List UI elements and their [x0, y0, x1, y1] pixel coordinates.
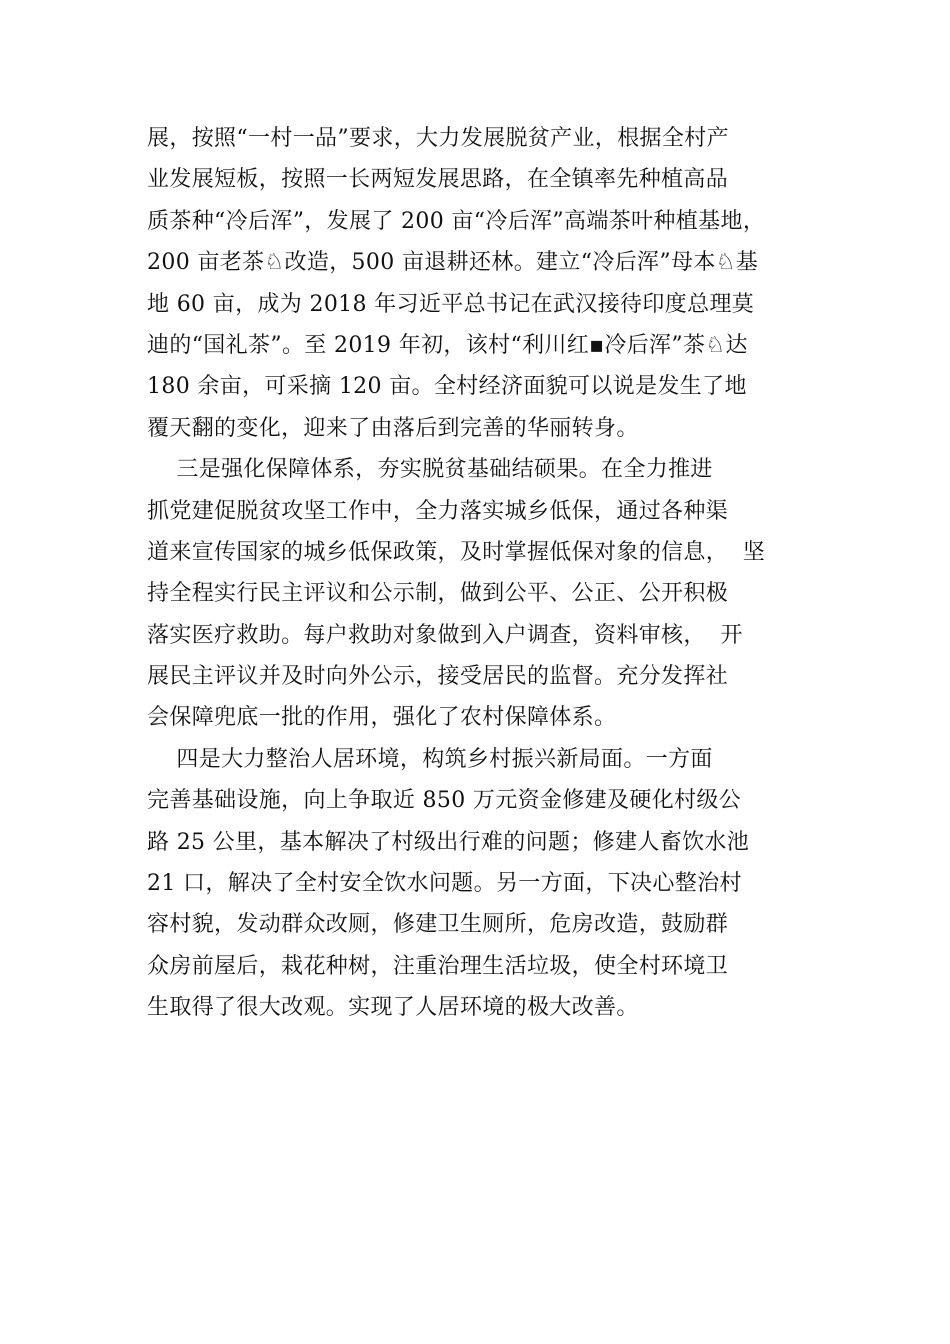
- text-line: 质茶种“冷后浑”，发展了 200 亩“冷后浑”高端茶叶种植基地，: [147, 208, 766, 234]
- text-line: 生取得了很大改观。实现了人居环境的极大改善。: [147, 995, 639, 1021]
- text-line: 路 25 公里，基本解决了村级出行难的问题；修建人畜饮水池: [147, 829, 750, 855]
- text-line: 200 亩老茶♘改造，500 亩退耕还林。建立“冷后浑”母本♘基: [147, 250, 759, 276]
- text-line: 落实医疗救助。每户救助对象做到入户调查，资料审核， 开: [147, 622, 743, 648]
- text-line: 覆天翻的变化，迎来了由落后到完善的华丽转身。: [147, 415, 639, 441]
- text-line: 21 口，解决了全村安全饮水问题。另一方面，下决心整治村: [147, 871, 742, 897]
- paragraph-start-line: 四是大力整治人居环境，构筑乡村振兴新局面。一方面: [147, 746, 713, 772]
- text-line: 道来宣传国家的城乡低保政策，及时掌握低保对象的信息， 坚: [147, 539, 766, 565]
- text-line: 180 余亩，可采摘 120 亩。全村经济面貌可以说是发生了地: [147, 374, 747, 400]
- text-line: 完善基础设施，向上争取近 850 万元资金修建及硬化村级公: [147, 788, 742, 814]
- text-line: 展，按照“一村一品”要求，大力发展脱贫产业，根据全村产: [147, 126, 729, 151]
- text-line: 持全程实行民主评议和公示制，做到公平、公正、公开积极: [147, 581, 729, 607]
- text-line: 地 60 亩，成为 2018 年习近平总书记在武汉接待印度总理莫: [147, 291, 755, 317]
- paragraph-start-line: 三是强化保障体系，夯实脱贫基础结硕果。在全力推进: [147, 457, 713, 483]
- text-line: 展民主评议并及时向外公示，接受居民的监督。充分发挥社: [147, 664, 729, 690]
- text-line: 抓党建促脱贫攻坚工作中，全力落实城乡低保，通过各种渠: [147, 498, 729, 524]
- text-line: 容村貌，发动群众改厕，修建卫生厕所，危房改造，鼓励群: [147, 912, 729, 938]
- text-line: 会保障兜底一批的作用，强化了农村保障体系。: [147, 705, 617, 731]
- text-line: 业发展短板，按照一长两短发展思路，在全镇率先种植高品: [147, 167, 729, 193]
- body-text: [147, 118, 813, 1029]
- text-line: 迪的“国礼茶”。至 2019 年初，该村“利川红▪冷后浑”茶♘达: [147, 332, 748, 358]
- text-line: 众房前屋后，栽花种树，注重治理生活垃圾，使全村环境卫: [147, 953, 729, 979]
